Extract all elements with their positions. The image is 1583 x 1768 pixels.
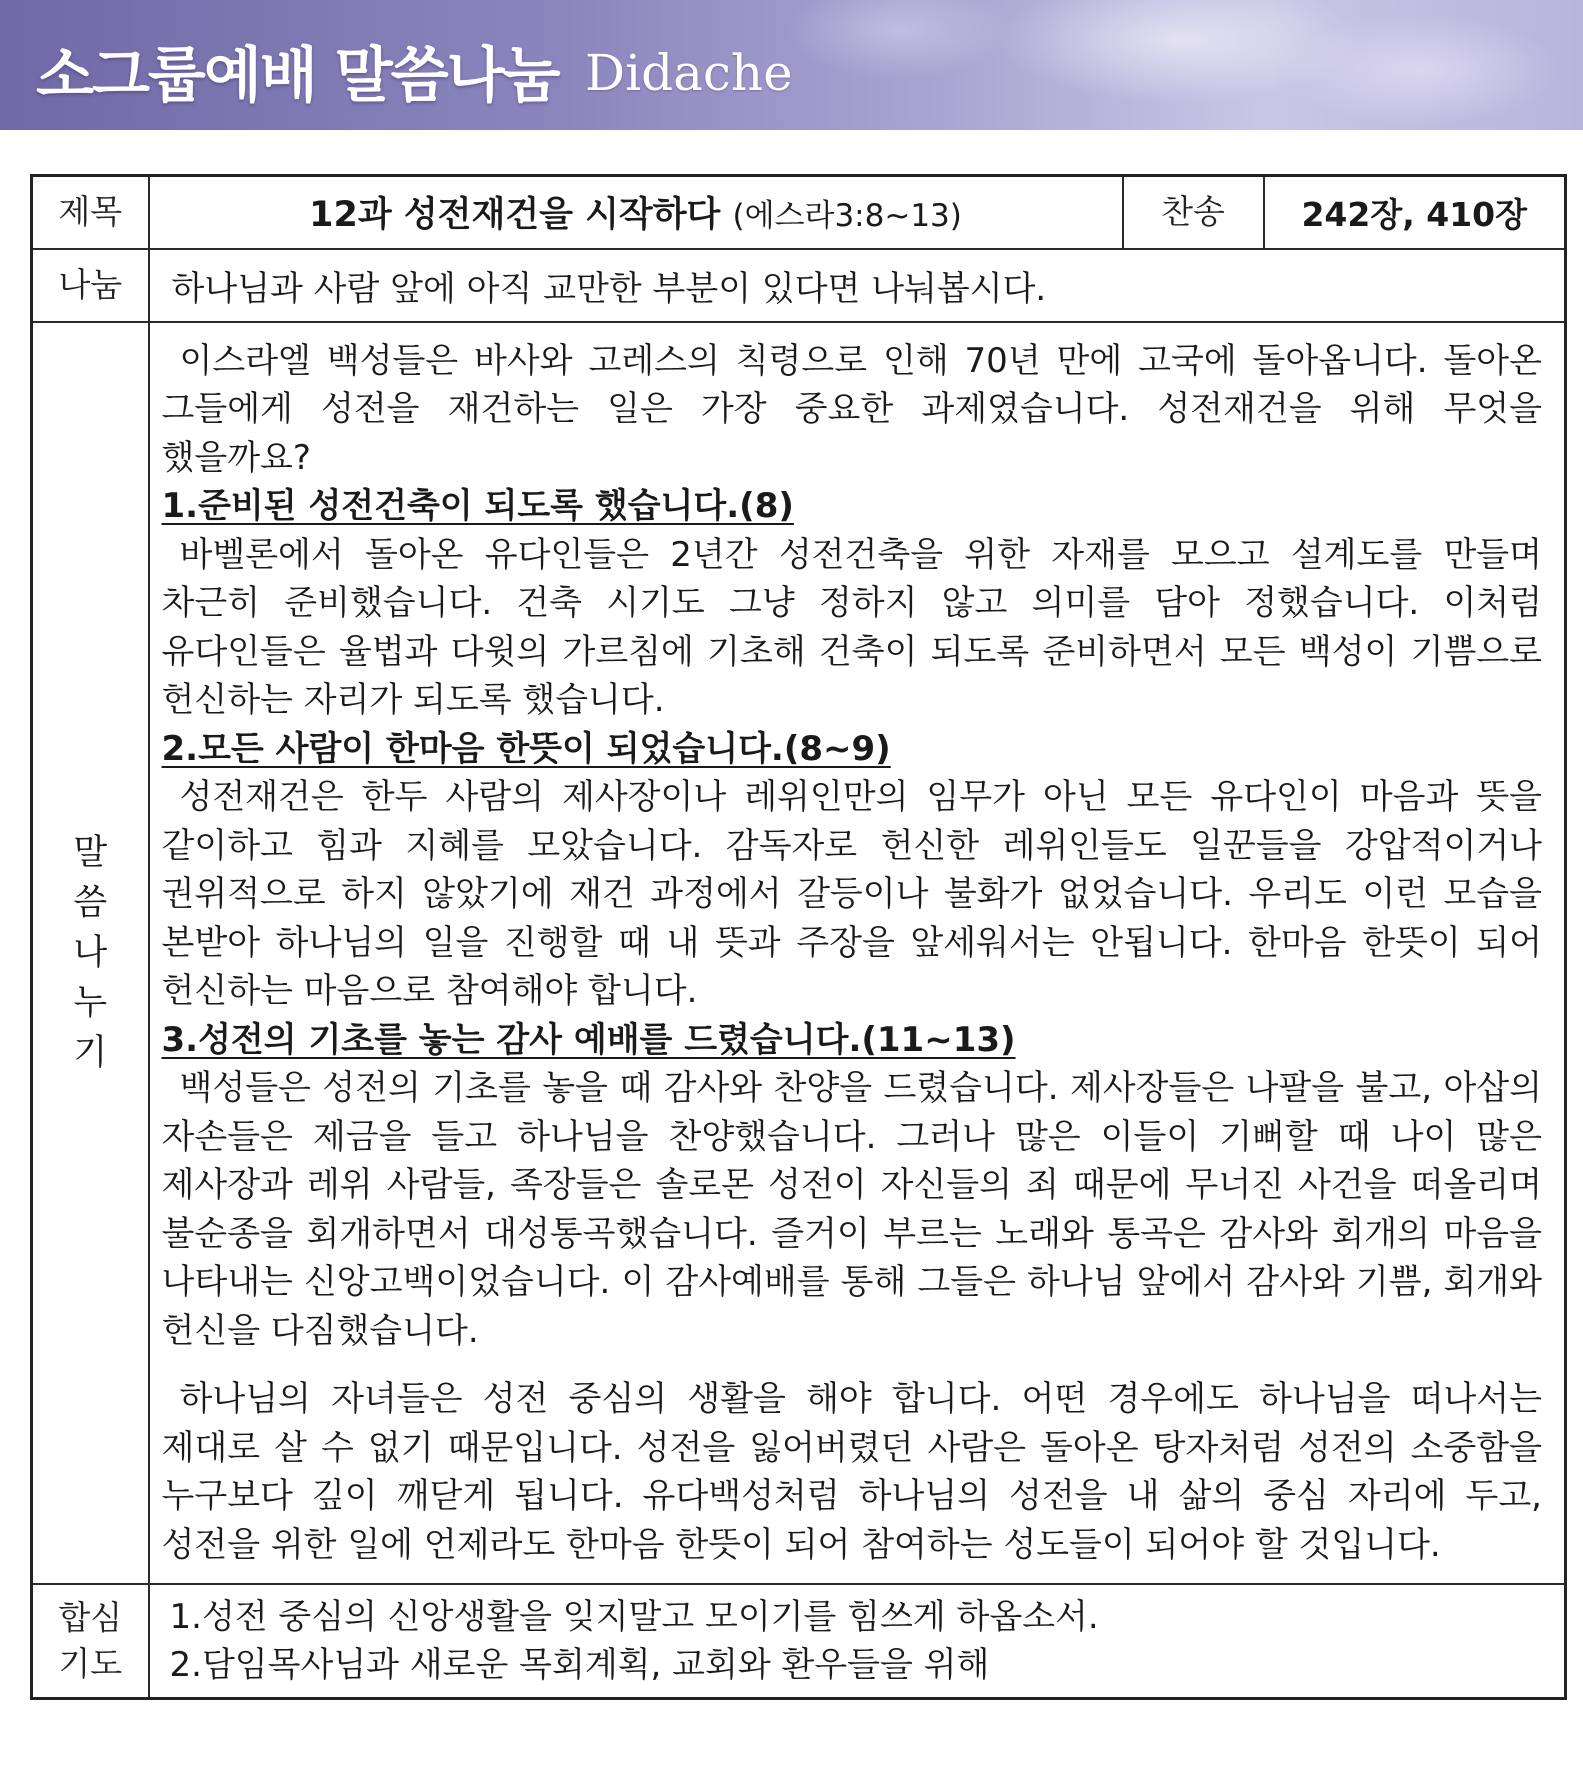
share-label: 나눔 [32,249,149,322]
word-sharing-label [32,322,149,1585]
word-label-char: 말 [73,832,108,873]
prayer-list [149,1584,1566,1699]
page-subtitle: Didache [585,44,793,102]
prayer-row [32,1584,1566,1699]
title-row [32,176,1566,249]
header-banner [0,0,1583,130]
hymn-label: 찬송 [1123,176,1264,249]
point-paragraph: 바벨론에서 돌아온 유다인들은 2년간 성전건축을 위한 자재를 모으고 설계도를 만들며 차근히 준비했습니다. 건축 시기도 그냥 정하지 않고 의미를 담아 정했습니다. 이처럼 유다인들은 율법과 다윗의 가르침에 기초해 건축이 되도록 준비하면서 모든 백성이 기쁨으로 헌신하는 자리가 되도록 했습니다. [161,534,1543,720]
sermon-body [149,322,1566,1585]
intro-paragraph: 이스라엘 백성들은 바사와 고레스의 칙령으로 인해 70년 만에 고국에 돌아옵니다. 돌아온 그들에게 성전을 재건하는 일은 가장 중요한 과제였습니다. 성전재건을 위해 무엇을 했을까요? [161,340,1542,478]
word-row [32,322,1566,1585]
prayer-label [32,1584,149,1699]
share-question: 하나님과 사람 앞에 아직 교만한 부분이 있다면 나눠봅시다. [149,249,1566,322]
page-title: 소그룹예배 말씀나눔 [36,41,559,111]
point-heading: 2.모든 사람이 한마음 한뜻이 되었습니다.(8~9) [161,728,891,769]
lesson-title: 12과 성전재건을 시작하다 [309,195,721,236]
bulletin-table [30,174,1567,1700]
word-label-char: 나 [73,932,108,973]
share-row [32,249,1566,322]
prayer-label-line: 기도 [58,1644,123,1683]
point-paragraph: 성전재건은 한두 사람의 제사장이나 레위인만의 임무가 아닌 모든 유다인이 마음과 뜻을 같이하고 힘과 지혜를 모았습니다. 감독자로 헌신한 레위인들도 일꾼들을 강압적이거나 권위적으로 하지 않았기에 재건 과정에서 갈등이나 불화가 없었습니다. 우리도 이런 모습을 본받아 하나님의 일을 진행할 때 내 뜻과 주장을 앞세워서는 안됩니다. 한마음 한뜻이 되어 헌신하는 마음으로 참여해야 합니다. [161,777,1542,1011]
title-label: 제목 [32,176,149,249]
word-label-char: 누 [73,982,108,1023]
prayer-item: 2.담임목사님과 새로운 목회계획, 교회와 환우들을 위해 [169,1645,990,1685]
point-heading: 1.준비된 성전건축이 되도록 했습니다.(8) [161,486,794,526]
prayer-label-line: 합심 [58,1598,123,1637]
lesson-title-cell [149,176,1123,249]
point-heading: 3.성전의 기초를 놓는 감사 예배를 드렸습니다.(11~13) [161,1019,1016,1060]
conclusion-paragraph: 하나님의 자녀들은 성전 중심의 생활을 해야 합니다. 어떤 경우에도 하나님을 떠나서는 제대로 살 수 없기 때문입니다. 성전을 잃어버렸던 사람은 돌아온 탕자처럼 성전의 소중함을 누구보다 깊이 깨닫게 됩니다. 유다백성처럼 하나님의 성전을 내 삶의 중심 자리에 두고, 성전을 위한 일에 언제라도 한마음 한뜻이 되어 참여하는 성도들이 되어야 할 것입니다. [161,1379,1542,1565]
word-label-char: 씀 [73,882,108,923]
hymn-numbers: 242장, 410장 [1264,176,1566,249]
scripture-reference: (에스라3:8~13) [732,198,962,235]
word-label-char: 기 [73,1032,108,1073]
point-paragraph: 백성들은 성전의 기초를 놓을 때 감사와 찬양을 드렸습니다. 제사장들은 나팔을 불고, 아삽의 자손들은 제금을 들고 하나님을 찬양했습니다. 그러나 많은 이들이 기뻐할 때 나이 많은 제사장과 레위 사람들, 족장들은 솔로몬 성전이 자신들의 죄 때문에 무너진 사건을 떠올리며 불순종을 회개하면서 대성통곡했습니다. 즐거이 부르는 노래와 통곡은 감사와 회개의 마음을 나타내는 신앙고백이었습니다. 이 감사예배를 통해 그들은 하나님 앞에서 감사와 기쁨, 회개와 헌신을 다짐했습니다. [161,1068,1542,1351]
prayer-item: 1.성전 중심의 신앙생활을 잊지말고 모이기를 힘쓰게 하옵소서. [169,1597,1099,1637]
